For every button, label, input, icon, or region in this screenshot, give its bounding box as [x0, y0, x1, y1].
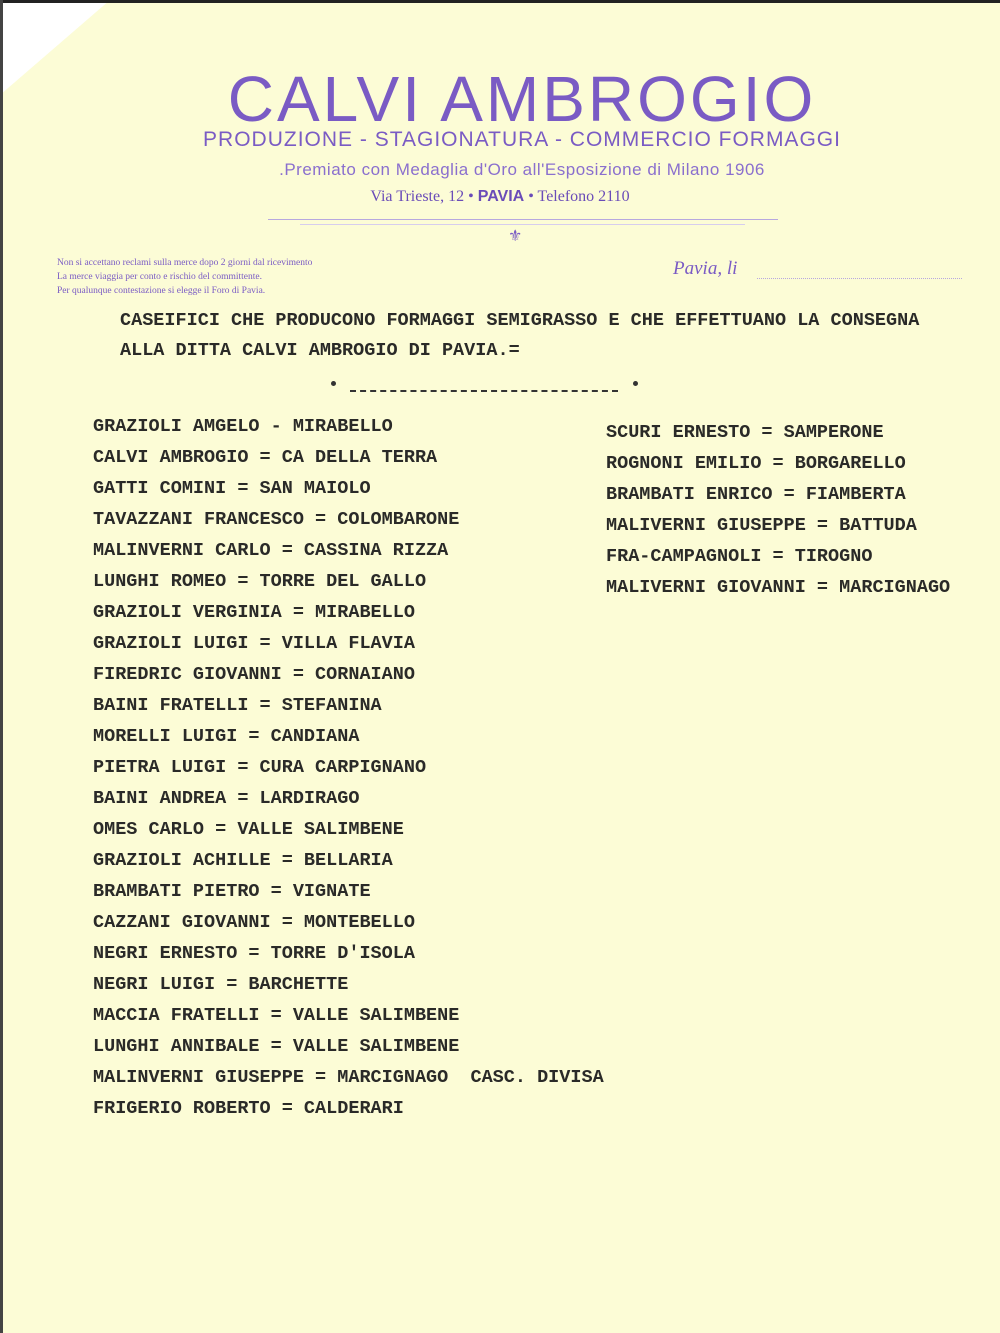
company-award: .Premiato con Medaglia d'Oro all'Esposizione di Milano 1906: [279, 160, 765, 179]
list-item: FRIGERIO ROBERTO = CALDERARI: [93, 1098, 404, 1119]
company-address: [0, 188, 1000, 206]
list-item: GRAZIOLI LUIGI = VILLA FLAVIA: [93, 633, 415, 654]
terms-note: La merce viaggia per conto e rischio del committente.: [57, 272, 262, 282]
heading-line-2: ALLA DITTA CALVI AMBROGIO DI PAVIA.=: [120, 340, 520, 361]
list-item: MALINVERNI GIUSEPPE = MARCIGNAGO CASC. DIVISA: [93, 1067, 604, 1088]
list-item: OMES CARLO = VALLE SALIMBENE: [93, 819, 404, 840]
terms-note: Non si accettano reclami sulla merce dopo 2 giorni dal ricevimento: [57, 258, 313, 268]
list-item: FIREDRIC GIOVANNI = CORNAIANO: [93, 664, 415, 685]
list-item: LUNGHI ROMEO = TORRE DEL GALLO: [93, 571, 427, 592]
date-line: [757, 278, 962, 279]
separator-dot: [633, 381, 638, 386]
company-name: CALVI AMBROGIO: [227, 63, 817, 135]
list-item: NEGRI LUIGI = BARCHETTE: [93, 974, 349, 995]
divider: [300, 224, 745, 225]
list-item: BRAMBATI PIETRO = VIGNATE: [93, 881, 371, 902]
date-label: Pavia, li: [673, 258, 738, 279]
dairy-list-left: [93, 411, 604, 1124]
company-activities: PRODUZIONE - STAGIONATURA - COMMERCIO FORMAGGI: [203, 128, 841, 151]
address-phone: • Telefono 2110: [524, 188, 630, 205]
list-item: BAINI FRATELLI = STEFANINA: [93, 695, 382, 716]
list-item: GATTI COMINI = SAN MAIOLO: [93, 478, 371, 499]
list-item: MALIVERNI GIOVANNI = MARCIGNAGO: [606, 577, 951, 598]
separator-dot: [331, 381, 336, 386]
heading-line-1: CASEIFICI CHE PRODUCONO FORMAGGI SEMIGRASSO E CHE EFFETTUANO LA CONSEGNA: [120, 310, 920, 331]
list-item: GRAZIOLI VERGINIA = MIRABELLO: [93, 602, 415, 623]
list-item: TAVAZZANI FRANCESCO = COLOMBARONE: [93, 509, 460, 530]
ornament-icon: ⚜: [508, 228, 523, 245]
list-item: ROGNONI EMILIO = BORGARELLO: [606, 453, 906, 474]
list-item: FRA-CAMPAGNOLI = TIROGNO: [606, 546, 873, 567]
list-item: PIETRA LUIGI = CURA CARPIGNANO: [93, 757, 427, 778]
terms-notes: [57, 256, 312, 298]
list-item: SCURI ERNESTO = SAMPERONE: [606, 422, 884, 443]
divider: [268, 219, 778, 220]
address-city: PAVIA: [477, 188, 525, 205]
list-item: BAINI ANDREA = LARDIRAGO: [93, 788, 360, 809]
list-item: MALINVERNI CARLO = CASSINA RIZZA: [93, 540, 449, 561]
address-street: Via Trieste, 12 •: [370, 188, 478, 205]
list-item: LUNGHI ANNIBALE = VALLE SALIMBENE: [93, 1036, 460, 1057]
list-item: CALVI AMBROGIO = CA DELLA TERRA: [93, 447, 438, 468]
list-item: GRAZIOLI ACHILLE = BELLARIA: [93, 850, 393, 871]
terms-note: Per qualunque contestazione si elegge il Foro di Pavia.: [57, 286, 266, 296]
separator-line: [350, 388, 618, 392]
dairy-list-right: [606, 417, 950, 603]
list-item: BRAMBATI ENRICO = FIAMBERTA: [606, 484, 906, 505]
list-item: NEGRI ERNESTO = TORRE D'ISOLA: [93, 943, 415, 964]
list-item: GRAZIOLI AMGELO - MIRABELLO: [93, 416, 393, 437]
scan-border-top: [0, 0, 1000, 3]
list-item: MACCIA FRATELLI = VALLE SALIMBENE: [93, 1005, 460, 1026]
list-item: CAZZANI GIOVANNI = MONTEBELLO: [93, 912, 415, 933]
list-item: MALIVERNI GIUSEPPE = BATTUDA: [606, 515, 917, 536]
list-item: MORELLI LUIGI = CANDIANA: [93, 726, 360, 747]
